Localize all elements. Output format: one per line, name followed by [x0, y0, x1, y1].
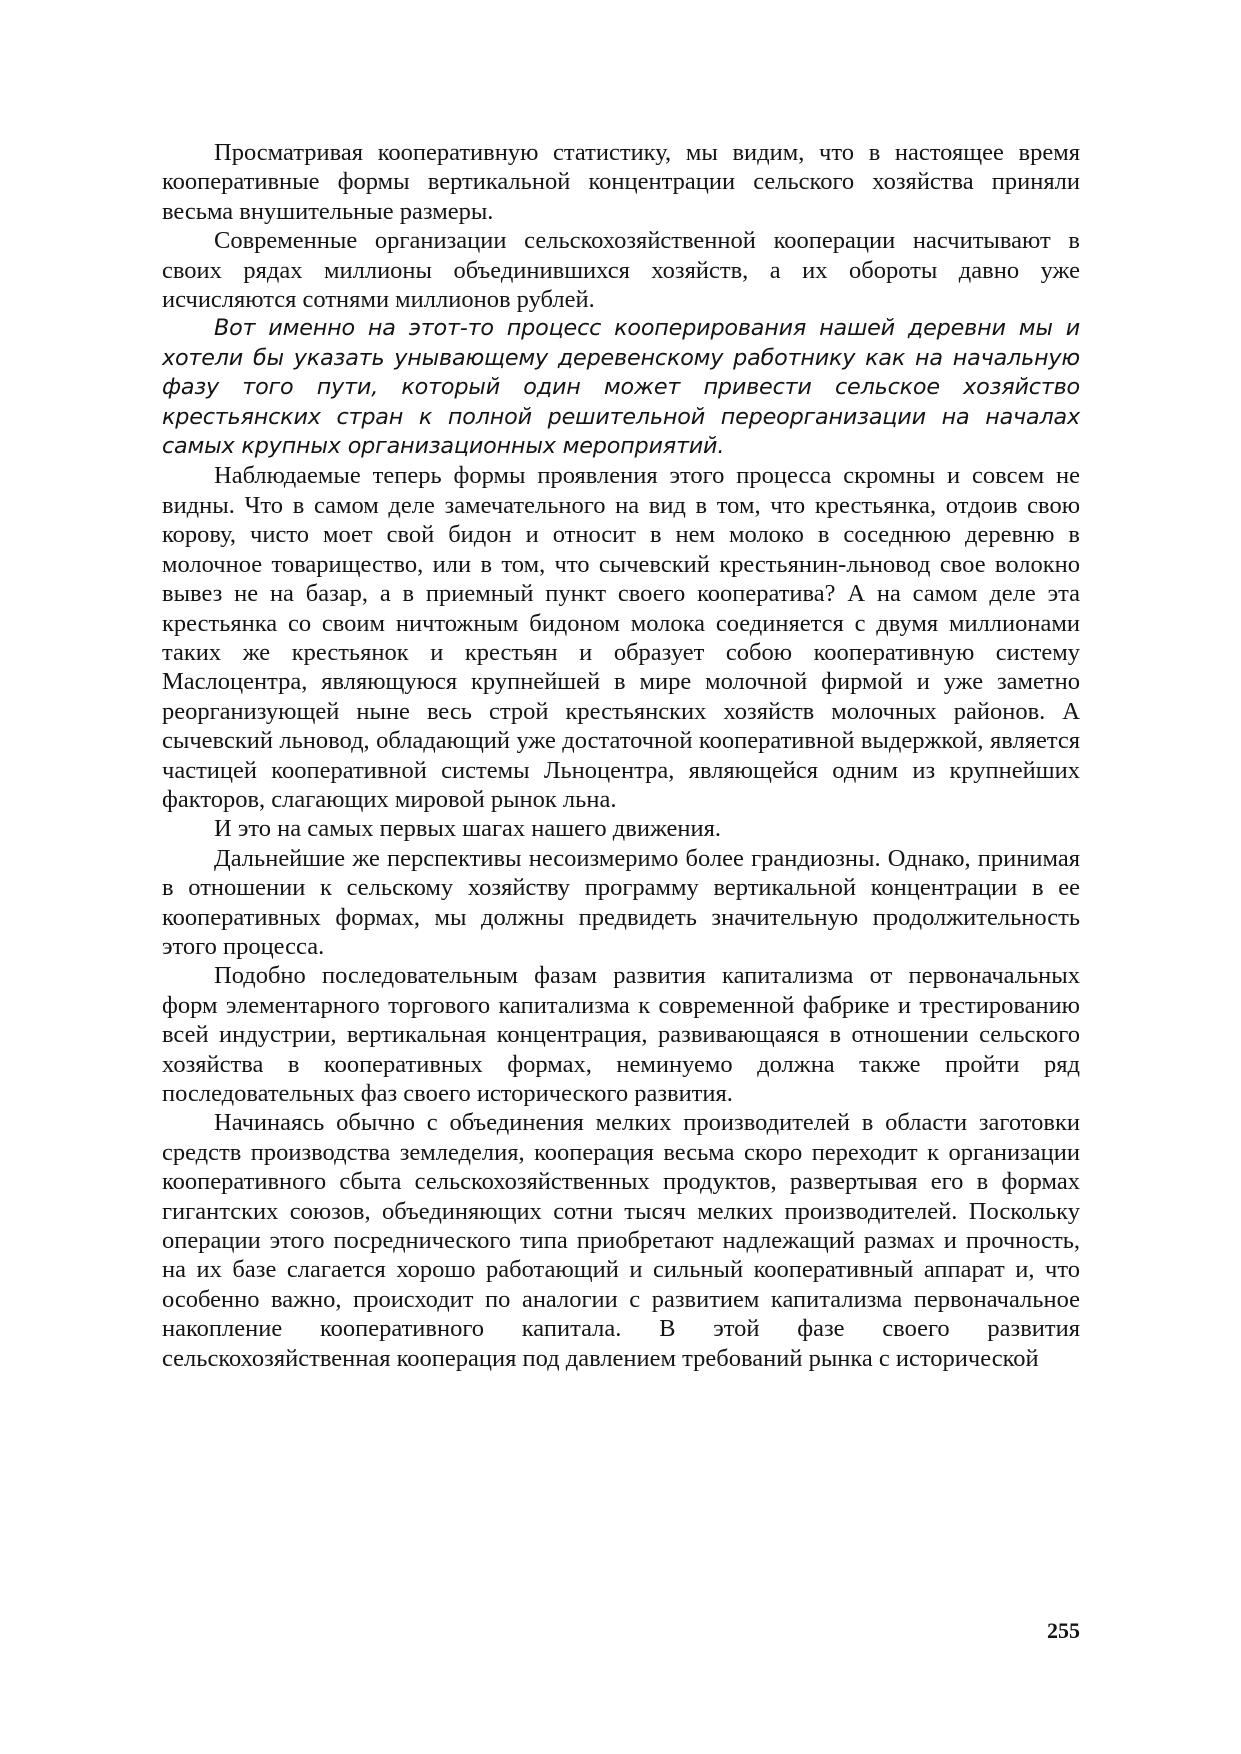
- paragraph: Начинаясь обычно с объединения мелких производителей в области заготовки средств производства земледелия, кооперация весьма скоро переходит к организации кооперативного сбыта сельскохозяйственных продуктов, развертывая его в формах гигантских союзов, объединяющих сотни тысяч мелких производителей. Поскольку операции этого посреднического типа приобретают надлежащий размах и прочность, на их базе слагается хорошо работающий и сильный кооперативный аппарат и, что особенно важно, происходит по аналогии с развитием капитализма первоначальное накопление кооперативного капитала. В этой фазе своего развития сельскохозяйственная кооперация под давлением требований рынка с исторической: [162, 1109, 1080, 1372]
- paragraph: И это на самых первых шагах нашего движения.: [214, 815, 722, 843]
- paragraph: Подобно последовательным фазам развития капитализма от первоначальных форм элементарного торгового капитализма к современной фабрике и трестированию всей индустрии, вертикальная концентрация, развивающаяся в отношении сельского хозяйства в кооперативных формах, неминуемо должна также пройти ряд последовательных фаз своего исторического развития.: [162, 962, 1080, 1107]
- paragraph: Наблюдаемые теперь формы проявления этого процесса скромны и совсем не видны. Что в самом деле замечательного на вид в том, что крестьянка, отдоив свою корову, чисто моет свой бидон и относит в нем молоко в соседнюю деревню в молочное товарищество, или в том, что сычевский крестьянин-льновод свое волокно вывез не на базар, а в приемный пункт своего кооператива? А на самом деле эта крестьянка со своим ничтожным бидоном молока соединяется с двумя миллионами таких же крестьянок и крестьян и образует собою кооперативную систему Маслоцентра, являющуюся крупнейшей в мире молочной фирмой и уже заметно реорганизующей ныне весь строй крестьянских хозяйств молочных районов. А сычевский льновод, обладающий уже достаточной кооперативной выдержкой, является частицей кооперативной системы Льноцентра, являющейся одним из крупнейших факторов, слагающих мировой рынок льна.: [162, 462, 1080, 813]
- paragraph: Современные организации сельскохозяйственной кооперации насчитывают в своих рядах миллионы объединившихся хозяйств, а их обороты давно уже исчисляются сотнями миллионов рублей.: [162, 227, 1080, 314]
- body-text: [162, 138, 1080, 1373]
- page-number: 255: [1047, 1618, 1080, 1643]
- paragraph: Просматривая кооперативную статистику, мы видим, что в настоящее время кооперативные формы вертикальной концентрации сельского хозяйства приняли весьма внушительные размеры.: [162, 139, 1080, 225]
- paragraph: Дальнейшие же перспективы несоизмеримо более грандиозны. Однако, принимая в отношении к сельскому хозяйству программу вертикальной концентрации в ее кооперативных формах, мы должны предвидеть значительную продолжительность этого процесса.: [162, 844, 1080, 960]
- italic-paragraph: Вот именно на этот-то процесс кооперирования нашей деревни мы и хотели бы указать унывающему деревенскому работнику как на начальную фазу того пути, который один может привести сельское хозяйство крестьянских стран к полной решительной переорганизации на началах самых крупных организационных мероприятий.: [162, 315, 1080, 460]
